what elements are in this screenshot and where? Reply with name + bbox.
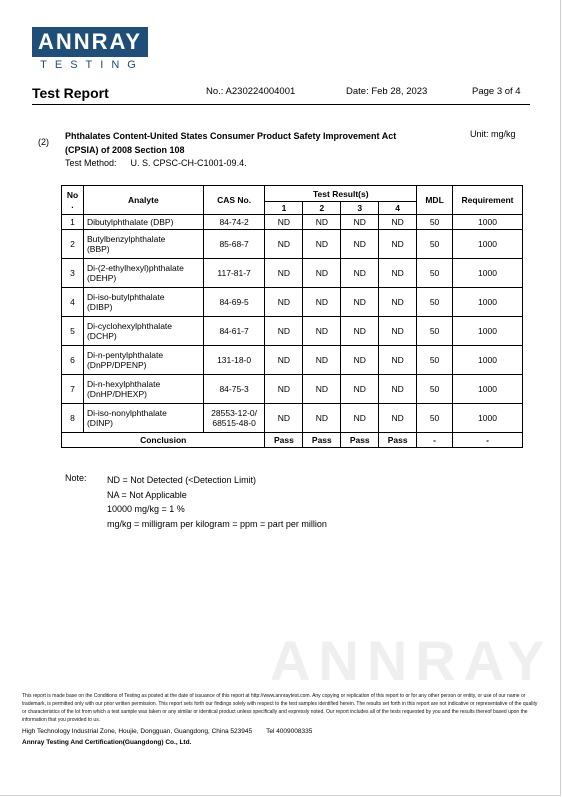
cell-no: 7 (62, 375, 84, 404)
header-results: Test Result(s) (265, 186, 417, 202)
header-analyte: Analyte (83, 186, 203, 215)
header-no-dot: . (71, 200, 74, 210)
cell-requirement: 1000 (453, 346, 523, 375)
analyte-abbrev: (DINP) (86, 418, 113, 428)
conclusion-result-2: Pass (303, 433, 341, 448)
cell-no: 1 (62, 215, 84, 230)
table-header-row (62, 186, 523, 202)
cell-result-2: ND (303, 259, 341, 288)
note-list (107, 473, 327, 531)
cell-requirement: 1000 (453, 317, 523, 346)
table-row (62, 404, 523, 433)
cell-result-3: ND (341, 317, 379, 346)
cell-cas: 131-18-0 (203, 346, 265, 375)
footer-address: High Technology Industrial Zone, Houjie, Dongguan, Guangdong, China 523945 (22, 728, 253, 735)
cell-result-3: ND (341, 215, 379, 230)
cell-cas: 84-69-5 (203, 288, 265, 317)
cell-result-1: ND (265, 288, 303, 317)
conclusion-result-4: Pass (379, 433, 417, 448)
footer-address-line (22, 728, 312, 735)
conclusion-mdl: - (417, 433, 453, 448)
cell-cas: 117-81-7 (203, 259, 265, 288)
cell-result-2: ND (303, 215, 341, 230)
note-label: Note: (65, 473, 87, 483)
cell-result-4: ND (379, 404, 417, 433)
cell-result-3: ND (341, 288, 379, 317)
header-result-4: 4 (379, 202, 417, 215)
cell-result-1: ND (265, 230, 303, 259)
section-unit: Unit: mg/kg (470, 129, 516, 139)
cell-result-2: ND (303, 230, 341, 259)
cell-no: 4 (62, 288, 84, 317)
cell-analyte (83, 375, 203, 404)
analyte-abbrev: (BBP) (86, 244, 110, 254)
logo-subtitle: TESTING (40, 59, 144, 71)
cell-result-1: ND (265, 375, 303, 404)
cell-analyte (83, 346, 203, 375)
cell-result-2: ND (303, 404, 341, 433)
cell-requirement: 1000 (453, 404, 523, 433)
cell-cas: 84-61-7 (203, 317, 265, 346)
section-number: (2) (38, 137, 49, 147)
analyte-name: Di-n-pentylphthalate (86, 350, 164, 360)
cell-requirement: 1000 (453, 259, 523, 288)
cell-mdl: 50 (417, 288, 453, 317)
header-no (62, 186, 84, 215)
test-method (65, 158, 247, 168)
cell-requirement: 1000 (453, 375, 523, 404)
cell-result-1: ND (265, 259, 303, 288)
cell-result-3: ND (341, 230, 379, 259)
cell-result-4: ND (379, 230, 417, 259)
cell-cas: 84-75-3 (203, 375, 265, 404)
cell-mdl: 50 (417, 317, 453, 346)
cell-result-2: ND (303, 346, 341, 375)
analyte-abbrev: (DCHP) (86, 331, 117, 341)
results-table (61, 185, 523, 448)
report-date: Date: Feb 28, 2023 (346, 86, 428, 97)
conclusion-result-3: Pass (341, 433, 379, 448)
conclusion-result-1: Pass (265, 433, 303, 448)
cell-analyte: Dibutylphthalate (DBP) (83, 215, 203, 230)
cell-result-1: ND (265, 404, 303, 433)
test-method-label: Test Method: (65, 158, 117, 168)
cell-no: 3 (62, 259, 84, 288)
cell-mdl: 50 (417, 215, 453, 230)
note-line: 10000 mg/kg = 1 % (107, 504, 185, 514)
page-indicator: Page 3 of 4 (472, 86, 521, 97)
cell-result-4: ND (379, 259, 417, 288)
cell-result-2: ND (303, 375, 341, 404)
table-row (62, 317, 523, 346)
cell-result-1: ND (265, 317, 303, 346)
cell-no: 8 (62, 404, 84, 433)
watermark: ANNRAY (270, 629, 553, 692)
cell-mdl: 50 (417, 375, 453, 404)
cell-no: 5 (62, 317, 84, 346)
footer-tel: Tel 4009008335 (266, 728, 313, 735)
section-title: Phthalates Content-United States Consumer Product Safety Improvement Act (CPSIA) of 2008 Section 108 (65, 131, 397, 155)
header-result-2: 2 (303, 202, 341, 215)
cell-result-1: ND (265, 346, 303, 375)
analyte-name: Di-n-hexylphthalate (86, 379, 161, 389)
header-divider (32, 104, 530, 105)
cell-analyte (83, 288, 203, 317)
cell-result-2: ND (303, 288, 341, 317)
table-row (62, 230, 523, 259)
cell-cas (203, 404, 265, 433)
cell-result-3: ND (341, 404, 379, 433)
cell-cas: 84-74-2 (203, 215, 265, 230)
cell-mdl: 50 (417, 259, 453, 288)
test-method-value: U. S. CPSC-CH-C1001-09.4. (130, 158, 247, 168)
company-logo: ANNRAY (32, 27, 148, 57)
cell-requirement: 1000 (453, 215, 523, 230)
analyte-abbrev: (DEHP) (86, 273, 117, 283)
cell-result-3: ND (341, 259, 379, 288)
analyte-name: Di-(2-ethylhexyl)phthalate (86, 263, 184, 273)
note-line: NA = Not Applicable (107, 489, 187, 500)
cell-mdl: 50 (417, 230, 453, 259)
header-no-label: No (66, 190, 79, 200)
analyte-name: Di-iso-nonylphthalate (86, 408, 167, 418)
header-result-1: 1 (265, 202, 303, 215)
note-line: ND = Not Detected (<Detection Limit) (107, 475, 257, 485)
cell-analyte (83, 230, 203, 259)
cell-requirement: 1000 (453, 288, 523, 317)
footer-disclaimer: This report is made base on the Conditions of Testing as posted at the date of issuance of this report at http://www.annraytest.com. Any copying or replication of this report to or for any other person or entity, or use of our name or trademark, is permitted only with our prior written permission. This report sets forth our findings solely with respect to the test samples identified herein. The results set forth in this report are not indicative or representative of the quality or characteristics of the lot from which a test sample was taken or any similar or identical product unless specifically and expressly noted. Our report includes all of the tests requested by you and the results thereof based upon the information that you provided to us. (22, 693, 538, 723)
header-requirement: Requirement (453, 186, 523, 215)
cell-result-4: ND (379, 346, 417, 375)
cell-result-4: ND (379, 215, 417, 230)
analyte-abbrev: (DnPP/DPENP) (86, 360, 147, 370)
cell-analyte (83, 404, 203, 433)
cell-mdl: 50 (417, 404, 453, 433)
cell-result-3: ND (341, 346, 379, 375)
cas-line-1: 28553-12-0/ (211, 408, 258, 418)
analyte-abbrev: (DnHP/DHEXP) (86, 389, 147, 399)
cas-line-2: 68515-48-0 (212, 418, 256, 428)
cell-result-4: ND (379, 317, 417, 346)
cell-mdl: 50 (417, 346, 453, 375)
table-row (62, 215, 523, 230)
table-row (62, 375, 523, 404)
cell-no: 6 (62, 346, 84, 375)
analyte-name: Di-iso-butylphthalate (86, 292, 165, 302)
footer-company: Annray Testing And Certification(Guangdong) Co., Ltd. (22, 739, 192, 746)
report-number: No.: A230224004001 (206, 86, 296, 97)
analyte-name: Butylbenzylphthalate (86, 234, 166, 244)
analyte-abbrev: (DIBP) (86, 302, 113, 312)
header-mdl: MDL (417, 186, 453, 215)
header-result-3: 3 (341, 202, 379, 215)
cell-no: 2 (62, 230, 84, 259)
table-row (62, 259, 523, 288)
table-row (62, 288, 523, 317)
report-title: Test Report (32, 85, 109, 101)
cell-result-2: ND (303, 317, 341, 346)
header-cas: CAS No. (203, 186, 265, 215)
cell-result-3: ND (341, 375, 379, 404)
cell-analyte (83, 317, 203, 346)
conclusion-label: Conclusion (62, 433, 265, 448)
cell-requirement: 1000 (453, 230, 523, 259)
table-row (62, 346, 523, 375)
cell-result-1: ND (265, 215, 303, 230)
cell-analyte (83, 259, 203, 288)
note-line: mg/kg = milligram per kilogram = ppm = part per million (107, 518, 327, 529)
analyte-name: Di-cyclohexylphthalate (86, 321, 173, 331)
cell-cas: 85-68-7 (203, 230, 265, 259)
cell-result-4: ND (379, 375, 417, 404)
conclusion-row (62, 433, 523, 448)
conclusion-requirement: - (453, 433, 523, 448)
cell-result-4: ND (379, 288, 417, 317)
